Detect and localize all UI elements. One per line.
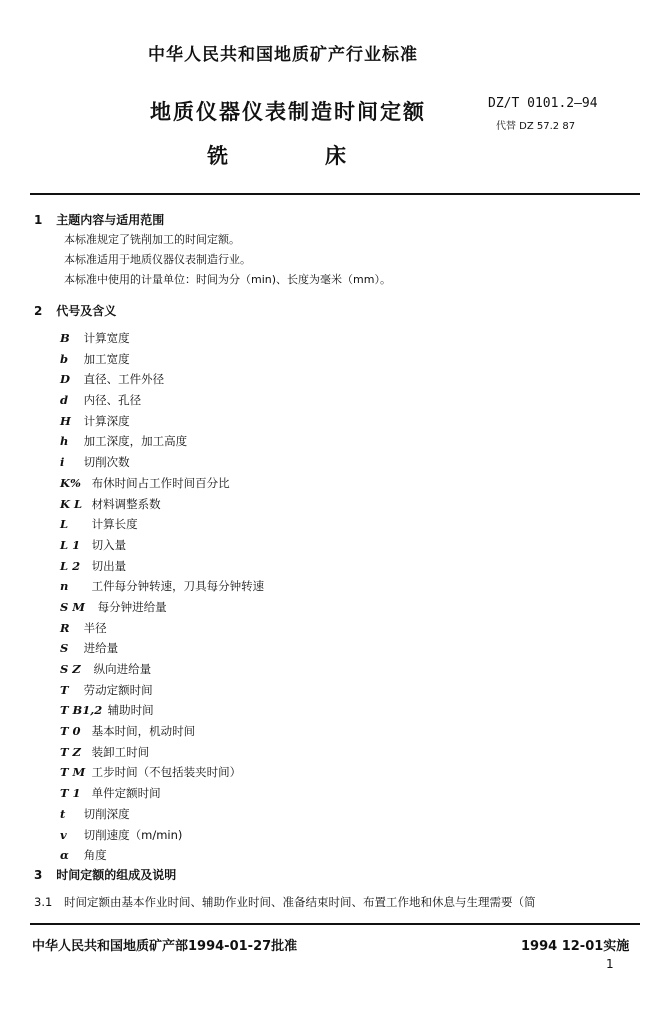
subtitle-left: 铣 [207, 144, 228, 168]
section-number: 1 [34, 213, 43, 227]
symbol-row [60, 369, 264, 390]
symbol: K L [60, 496, 83, 511]
symbol: n [60, 579, 69, 594]
symbol: T 1 [60, 786, 81, 801]
symbol-meaning: 单件定额时间 [91, 786, 161, 801]
symbol: L 2 [60, 558, 81, 573]
section-1-line: 本标准规定了铣削加工的时间定额。 [64, 233, 240, 246]
symbol: S M [60, 599, 86, 614]
symbol: T M [60, 765, 86, 780]
approval-note: 中华人民共和国地质矿产部1994-01-27批准 [32, 939, 298, 954]
symbol-row [60, 349, 264, 370]
symbol-meaning: 计算深度 [83, 413, 130, 428]
symbol-meaning: 装卸工时间 [91, 744, 150, 759]
symbol-meaning: 辅助时间 [107, 703, 154, 718]
symbol-row [60, 473, 264, 494]
replaces-note: 代替 DZ 57.2 87 [496, 121, 576, 132]
section-number: 2 [34, 304, 43, 318]
header-rule [30, 193, 640, 195]
symbol-row [60, 825, 264, 846]
footer-rule [30, 923, 640, 925]
symbol: T 0 [60, 724, 81, 739]
section-number: 3 [34, 868, 43, 882]
symbol-row [60, 452, 264, 473]
symbol-row [60, 845, 264, 866]
section-1-line: 本标准适用于地质仪器仪表制造行业。 [64, 253, 251, 266]
symbol: L 1 [60, 537, 81, 552]
section-title: 主题内容与适用范围 [56, 213, 165, 227]
symbol-meaning: 布休时间占工作时间百分比 [91, 475, 230, 490]
symbol-meaning: 切削次数 [83, 455, 130, 470]
symbol: T Z [60, 744, 81, 759]
symbol-row [60, 762, 264, 783]
doc-title: 地质仪器仪表制造时间定额 [150, 100, 426, 124]
symbol: D [60, 372, 70, 387]
symbol-meaning: 材料调整系数 [91, 496, 161, 511]
symbol-row [60, 783, 264, 804]
symbol-meaning: 切削深度 [83, 806, 130, 821]
symbol: b [60, 351, 69, 366]
symbol: T B1,2 [60, 703, 103, 718]
symbol-meaning: 半径 [83, 620, 107, 635]
symbol-meaning: 切入量 [91, 537, 127, 552]
symbol: K% [60, 475, 81, 490]
symbol: R [60, 620, 70, 635]
clause-text: 时间定额由基本作业时间、辅助作业时间、准备结束时间、布置工作地和休息与生理需要（简 [64, 895, 536, 909]
symbol: t [60, 806, 66, 821]
org-title: 中华人民共和国地质矿产行业标准 [148, 45, 418, 65]
section-3-heading [34, 866, 176, 883]
subtitle-right: 床 [325, 144, 346, 168]
symbol-meaning: 计算长度 [91, 517, 138, 532]
symbol-meaning: 劳动定额时间 [83, 682, 153, 697]
symbol-meaning: 基本时间，机动时间 [91, 724, 196, 739]
symbol-meaning: 进给量 [83, 641, 119, 656]
symbol-row [60, 680, 264, 701]
section-title: 时间定额的组成及说明 [56, 868, 177, 882]
symbol: α [60, 848, 69, 863]
symbol: T [60, 682, 69, 697]
symbol-row [60, 700, 264, 721]
symbol-row [60, 494, 264, 515]
symbol-meaning: 内径、孔径 [83, 393, 142, 408]
symbol: h [60, 434, 69, 449]
symbol: i [60, 455, 65, 470]
symbol-meaning: 每分钟进给量 [97, 599, 167, 614]
implementation-date: 1994 12-01实施 [521, 939, 630, 954]
symbol-row [60, 597, 264, 618]
symbol-row [60, 411, 264, 432]
symbol-row [60, 638, 264, 659]
symbol-row [60, 535, 264, 556]
symbol-meaning: 加工宽度 [83, 351, 130, 366]
symbol-meaning: 直径、工件外径 [83, 372, 165, 387]
symbol-meaning: 工件每分钟转速，刀具每分钟转速 [91, 579, 265, 594]
section-1-heading [34, 211, 164, 228]
symbol: S Z [60, 662, 81, 676]
symbol-row [60, 804, 264, 825]
section-title: 代号及含义 [56, 304, 117, 318]
symbol-list [60, 328, 264, 866]
symbol-row [60, 431, 264, 452]
symbol-row [60, 721, 264, 742]
clause-number: 3.1 [34, 895, 53, 909]
section-2-heading [34, 302, 116, 319]
symbol-row [60, 556, 264, 577]
symbol-meaning: 纵向进给量 [93, 662, 152, 676]
symbol-row [60, 390, 264, 411]
symbol-row [60, 742, 264, 763]
symbol-meaning: 计算宽度 [83, 331, 130, 345]
standard-code: DZ/T 0101.2—94 [488, 96, 598, 111]
symbol-row [60, 576, 264, 597]
symbol: S [60, 641, 69, 656]
symbol-row [60, 328, 264, 349]
symbol-row [60, 618, 264, 639]
symbol-meaning: 工步时间（不包括装夹时间） [91, 765, 242, 780]
symbol-meaning: 加工深度，加工高度 [83, 434, 188, 449]
symbol: v [60, 827, 67, 842]
section-1-line: 本标准中使用的计量单位：时间为分（min)、长度为毫米（mm）。 [64, 273, 391, 286]
symbol-row [60, 659, 264, 680]
page-number: 1 [606, 957, 614, 971]
symbol: B [60, 331, 70, 345]
symbol: H [60, 413, 71, 428]
symbol-meaning: 角度 [83, 848, 107, 863]
symbol-meaning: 切出量 [91, 558, 127, 573]
symbol-row [60, 514, 264, 535]
section-3-1-paragraph [34, 894, 536, 910]
symbol-meaning: 切削速度（m/min) [83, 827, 183, 842]
symbol: L [60, 517, 69, 532]
symbol: d [60, 393, 69, 408]
